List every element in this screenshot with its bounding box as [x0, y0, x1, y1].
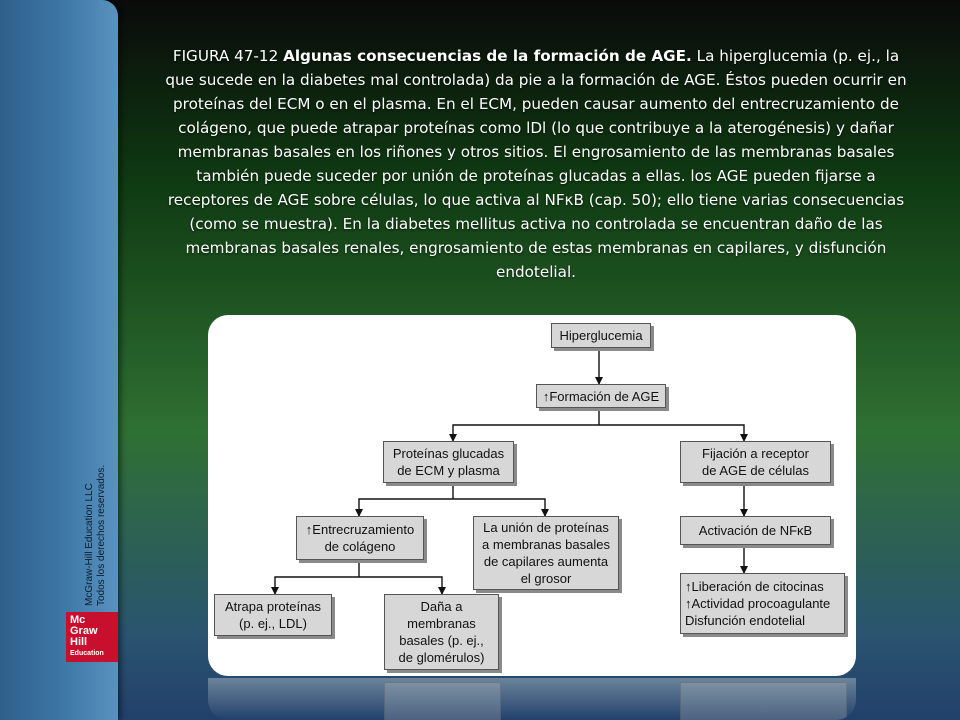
arrow-proteinas-to-union [453, 499, 545, 516]
node-union-proteinas [473, 516, 619, 590]
diagram-panel [208, 315, 856, 676]
logo-line-2: Graw [70, 625, 98, 637]
node-proteinas-glucadas-label: Proteínas glucadas de ECM y plasma [392, 446, 505, 478]
node-entrecruzamiento-label: ↑Entrecruzamiento de colágeno [305, 522, 415, 554]
reflection-box-consecuencias [680, 682, 847, 720]
copyright-line-2: Todos los derechos reservados. [96, 464, 107, 606]
node-atrapa-proteinas [214, 594, 332, 636]
logo-line-3: Hill [70, 636, 88, 648]
node-entrecruzamiento [296, 516, 424, 560]
arrow-entrecruzamiento-to-atrapa [275, 577, 359, 594]
publisher-logo [66, 612, 118, 662]
copyright-notice [84, 406, 120, 606]
node-formacion-age [536, 384, 666, 408]
node-union-proteinas-label: La unión de proteínas a membranas basales de capilares aumenta el grosor [482, 520, 610, 586]
panel-reflection [208, 678, 856, 720]
node-proteinas-glucadas [383, 441, 514, 483]
figure-description: La hiperglucemia (p. ej., la que sucede en la diabetes mal controlada) da pie a la formación de AGE. Éstos pueden ocurrir en proteínas del ECM o en el plasma. En el ECM, pueden causar aumento del entrecruzamiento de colágeno, que puede atrapar proteínas como lDl (lo que contribuye a la aterogénesis) y dañar membranas basales en los riñones y otros sitios. El engrosamiento de las membranas basales también puede suceder por unión de proteínas glucadas a ellas. los AGE pueden fijarse a receptores de AGE sobre células, lo que activa al NFκB (cap. 50); ello tiene varias consecuencias (como se muestra). En la diabetes mellitus activa no controlada se encuentran daño de las membranas basales renales, engrosamiento de estas membranas en capilares, y disfunción endotelial. [165, 47, 907, 281]
node-atrapa-proteinas-label: Atrapa proteínas (p. ej., LDL) [224, 599, 322, 631]
logo-line-1: Mc [70, 614, 86, 626]
figure-title: Algunas consecuencias de la formación de AGE. [283, 47, 692, 65]
arrow-proteinas-to-entrecruzamiento [359, 499, 453, 516]
figure-label: FIGURA 47-12 [172, 47, 279, 65]
node-formacion-age-label: ↑Formación de AGE [542, 388, 660, 404]
node-consecuencias [680, 573, 845, 634]
node-activacion-nfkb [680, 516, 831, 545]
arrow-entrecruzamiento-to-dana [359, 577, 442, 594]
node-consecuencias-label: ↑Liberación de citocinas ↑Actividad procoagulante Disfunción endotelial [685, 579, 831, 628]
node-hiperglucemia [551, 323, 651, 348]
logo-line-4: Education [70, 650, 104, 657]
arrow-age-to-proteinas [453, 425, 599, 441]
reflection-box-dana [384, 682, 501, 720]
node-dana-membranas [384, 594, 499, 670]
figure-caption [160, 44, 912, 284]
node-fijacion-receptor [680, 441, 831, 483]
node-fijacion-receptor-label: Fijación a receptor de AGE de células [702, 446, 809, 478]
copyright-line-1: McGraw-Hill Education LLC [84, 483, 95, 606]
node-hiperglucemia-label: Hiperglucemia [559, 328, 643, 343]
node-dana-membranas-label: Daña a membranas basales (p. ej., de glomérulos) [398, 599, 485, 665]
arrow-age-to-receptor [599, 425, 744, 441]
node-activacion-nfkb-label: Activación de NFκB [698, 523, 813, 538]
